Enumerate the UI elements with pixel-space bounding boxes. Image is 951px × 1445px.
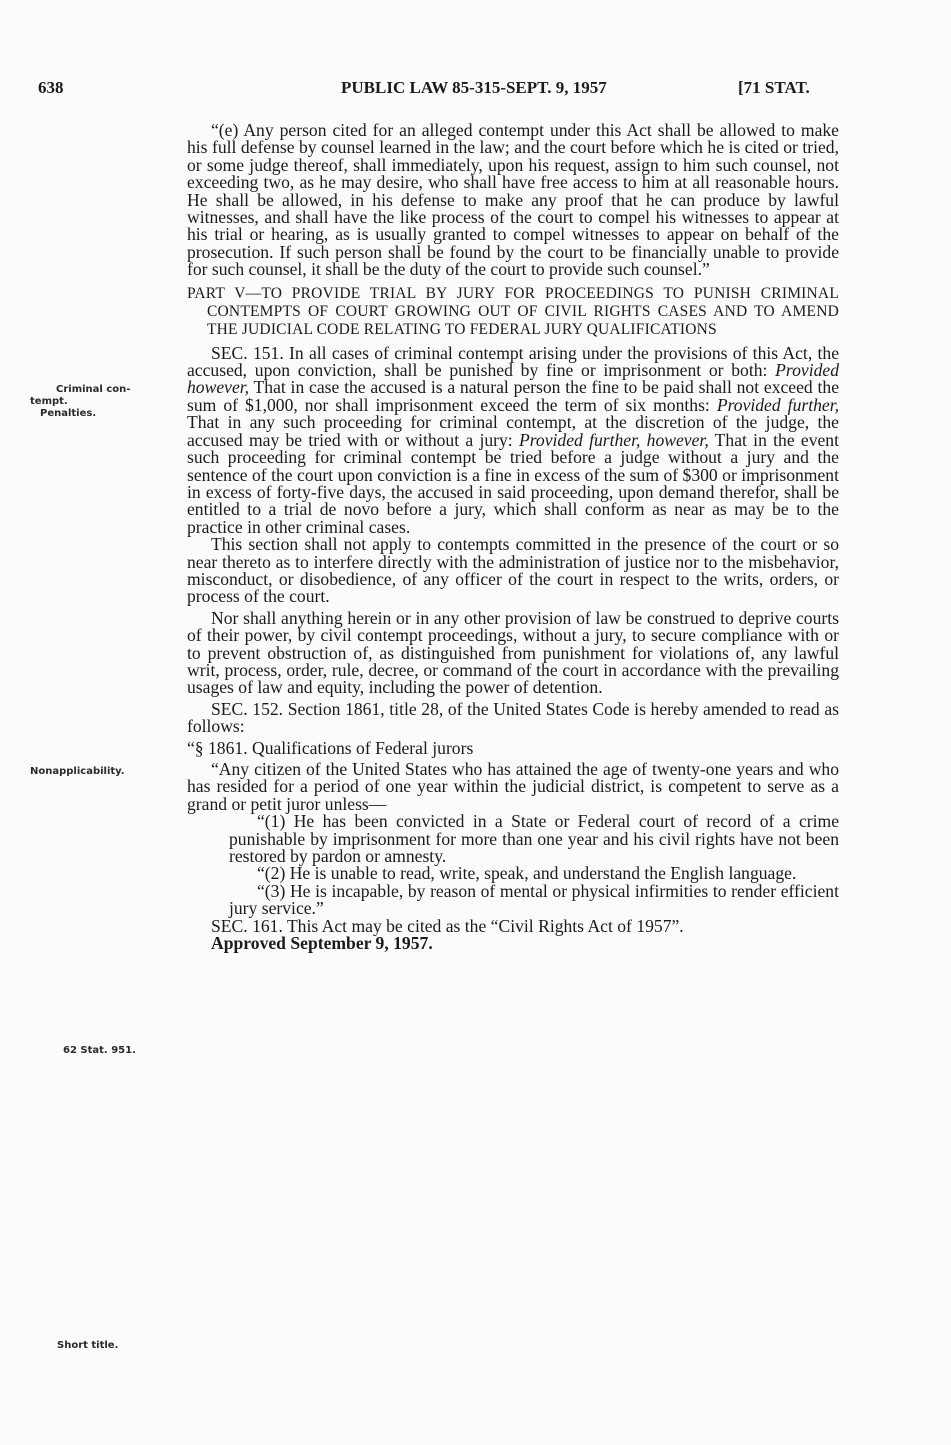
provided-further-however: Provided further, however, (518, 429, 709, 450)
margin-note-line: Criminal con- (56, 384, 131, 395)
main-text (187, 122, 839, 952)
section-152 (187, 698, 839, 737)
section-151-text-d: That in the event such proceeding for criminal contempt be tried before a judge without a jury and the sentence of the court upon conviction is a fine in excess of the sum of $300 or imprisonment in excess of forty-five days, the accused in said proceeding, upon demand therefor, shall be entitled to a trial de novo before a jury, which shall conform as near as may be to the practice in other criminal cases. (187, 429, 839, 537)
approved-date: Approved September 9, 1957. (211, 933, 433, 954)
section-151-text-a: In all cases of criminal contempt arising under the provisions of this Act, the accused, upon conviction, shall be punished by fine or imprisonment or both: (187, 342, 839, 381)
paragraph-e: “(e) Any person cited for an alleged contempt under this Act shall be allowed to make his full defense by counsel learned in the law; and the court before which he is cited or tried, or some judge thereof, shall immediately, upon his request, assign to him such counsel, not exceeding two, as he may desire, who shall have free access to him at all reasonable hours. He shall be allowed, in his defense to make any proof that he can produce by lawful witnesses, and shall have the like process of the court to compel his witnesses to appear at his trial or hearing, as is usually granted to compel witnesses to appear on behalf of the prosecution. If such person shall be found by the court to be financially unable to provide for such counsel, it shall be the duty of the court to provide such counsel.” (187, 120, 839, 280)
section-152-label: SEC. 152. (211, 698, 284, 719)
part-v-heading-text: PART V—TO PROVIDE TRIAL BY JURY FOR PROCEEDINGS TO PUNISH CRIMINAL CONTEMPTS OF COURT GROWING OUT OF CIVIL RIGHTS CASES AND TO AMEND THE JUDICIAL CODE RELATING TO FEDERAL JURY QUALIFICATIONS (187, 284, 839, 338)
juror-item-2: “(2) He is unable to read, write, speak, and understand the English language. (257, 863, 797, 884)
running-head: PUBLIC LAW 85-315-SEPT. 9, 1957 (341, 78, 607, 97)
margin-note-short-title: Short title. (57, 1340, 119, 1351)
provided-further: Provided further, (716, 394, 840, 415)
civil-contempt-paragraph: Nor shall anything herein or in any other provision of law be construed to deprive courts of their power, by civil contempt proceedings, without a jury, to secure compliance with or to prevent obstruction of, as distinguished from punishment for violations of, any lawful writ, process, order, rule, decree, or command of the court in accordance with the prevailing usages of law and equity, including the power of detention. (187, 607, 839, 698)
margin-note-penalties: Penalties. (40, 408, 97, 419)
section-1861-text: “Any citizen of the United States who has attained the age of twenty-one years and who has resided for a period of one year within the judicial district, is competent to serve as a grand or petit juror unless— (187, 759, 839, 814)
section-151-text-b: That in case the accused is a natural person the fine to be paid shall not exceed the sum of $1,000, nor shall imprisonment exceed the term of six months: (187, 377, 839, 415)
section-152-text: Section 1861, title 28, of the United States Code is hereby amended to read as follows: (187, 698, 839, 737)
juror-item-1: “(1) He has been convicted in a State or Federal court of record of a crime punishable by imprisonment for more than one year and his civil rights have not been restored by pardon or amnesty. (229, 811, 839, 867)
page-number: 638 (38, 78, 64, 97)
provided-however: Provided however, (187, 360, 839, 398)
margin-note-criminal-contempt (30, 384, 180, 420)
margin-note-62-stat-951: 62 Stat. 951. (63, 1045, 136, 1056)
section-151 (187, 342, 840, 537)
margin-note-nonapplicability: Nonapplicability. (30, 766, 125, 777)
section-1861-heading: “§ 1861. Qualifications of Federal jurors (187, 737, 474, 758)
section-151-text-c: That in any such proceeding for criminal contempt, at the discretion of the judge, the accused may be tried with or without a jury: (187, 412, 839, 450)
juror-item-3: “(3) He is incapable, by reason of mental or physical infirmities to render efficient jury service.” (229, 880, 839, 919)
margin-note-line: tempt. (30, 396, 68, 407)
statute-reference: [71 STAT. (738, 78, 810, 97)
part-v-heading (187, 285, 839, 339)
section-161-label: SEC. 161. (211, 915, 283, 936)
section-151-label: SEC. 151. (211, 342, 284, 363)
page-header (38, 78, 898, 102)
section-161-text: This Act may be cited as the “Civil Rights Act of 1957”. (282, 915, 684, 936)
nonapplicability-paragraph: This section shall not apply to contempts committed in the presence of the court or so near thereto as to interfere directly with the administration of justice nor to the misbehavior, misconduct, or disobedience, of any officer of the court in respect to the writs, orders, or process of the court. (187, 534, 839, 607)
